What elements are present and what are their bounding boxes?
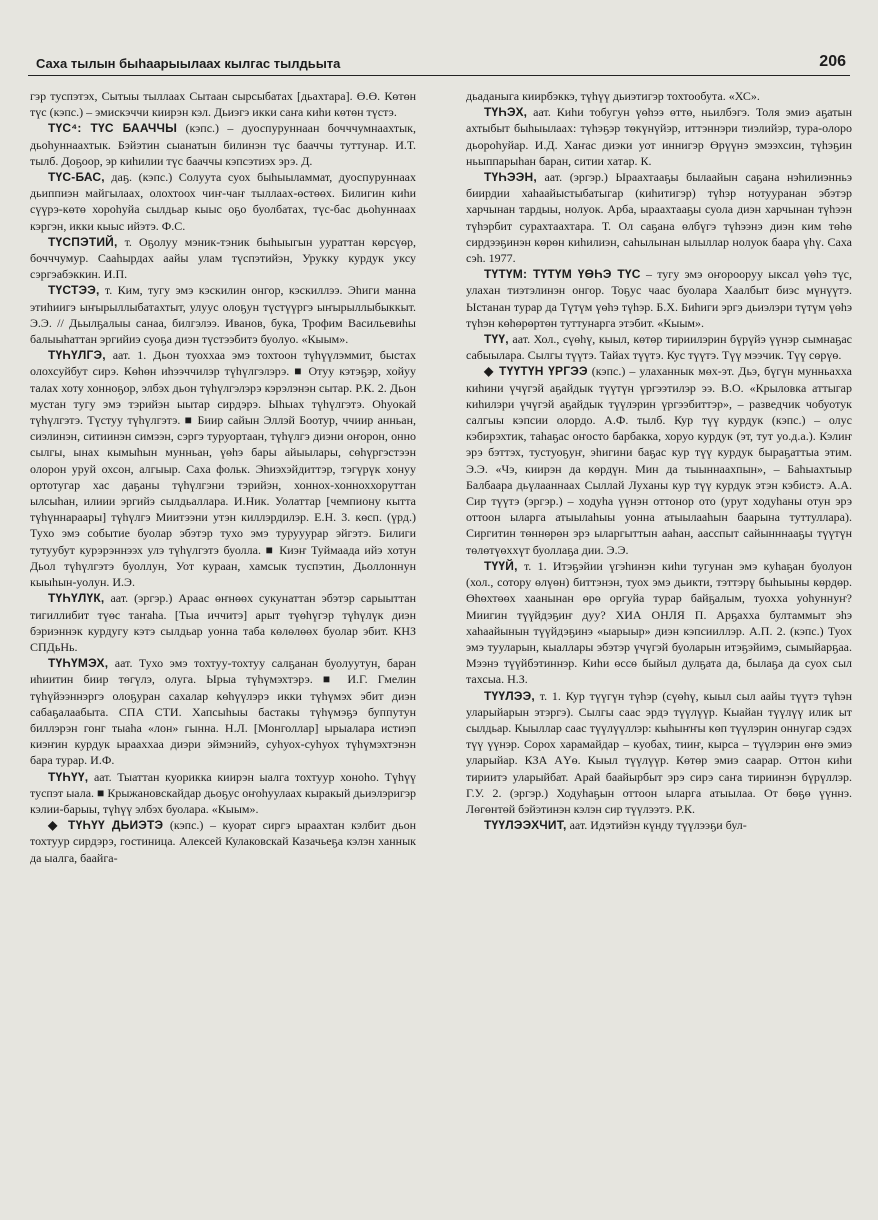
dictionary-entry bbox=[30, 769, 416, 818]
entry-headword: ◆ ТҮҺҮҮ ДЬИЭТЭ bbox=[48, 818, 164, 833]
entry-headword: ТҮҮ, bbox=[484, 332, 509, 347]
dictionary-entry bbox=[30, 817, 416, 866]
page-number: 206 bbox=[819, 53, 846, 70]
right-column bbox=[466, 88, 852, 1210]
entry-headword: ТҮСПЭТИЙ, bbox=[48, 234, 118, 249]
entry-headword: ТҮҺЭХ, bbox=[484, 105, 528, 120]
entry-headword: ТҮС-БАС, bbox=[48, 170, 105, 185]
dictionary-entry bbox=[466, 688, 852, 818]
dictionary-entry bbox=[466, 817, 852, 833]
dictionary-entry bbox=[30, 282, 416, 347]
entry-definition: аат. Хол., сүөһү, кыыл, көтөр тириилэрин бүрүйэ үүнэр сымнаҕас сабыылара. Сылгы түүтэ. Тайах түүтэ. Кус түүтэ. Түү мээчик. Түү сөрүө. bbox=[466, 332, 852, 363]
dictionary-entry bbox=[466, 104, 852, 169]
dictionary-entry bbox=[466, 266, 852, 331]
dictionary-entry bbox=[466, 558, 852, 688]
entry-definition: дьаданыга киирбэккэ, түһүү дьиэтигэр тохтообута. «ХС». bbox=[466, 89, 760, 103]
entry-headword: ТҮҺҮЛҮК, bbox=[48, 591, 105, 606]
dictionary-entry bbox=[30, 590, 416, 655]
entry-definition: – тугу эмэ оҥорооруу ыксал үөһэ түс, улахан тиэтэлинэн онгор. Тоҕус чаас буолара Хаалбыт биэс мүнүүтэ. Ыстанан турар да Түтүм үөһэ түһэр. Б.Х. Биһиги эргэ дьиэлэри түтүм үөһэ түһэн көһөрөртөн туттунарга этэбит. «Кыым». bbox=[466, 267, 852, 330]
entry-definition: аат. (эргэр.) Ыраахтааҕы былаайын саҕана нэһилиэнньэ биирдии хаһаайыстыбатыгар (киһитигэр) түһэр нотууранан эбэтэр харчынан тардыы, нолуок. Арба, ыраахтааҕы суола диэн харчынан түһээн түһэрбит сурахтаахтара. Т. Ол саҕана өлбүгэ түһээнэ диэн ким төһө сирдээҕинэн көрөн киһилиэн, саһылынан ылыллар нолуок баара үһү. Саха сэһ. 1977. bbox=[466, 170, 852, 266]
entry-headword: ТҮҺҮЛГЭ, bbox=[48, 348, 106, 363]
entry-headword: ТҮС⁴: ТҮС БААЧЧЫ bbox=[48, 121, 178, 136]
entry-definition: т. 1. Кур түүгүн түһэр (сүөһү, кыыл сыл аайы түүтэ түһэн уларыйарын этэргэ). Сылгы саас эрдэ түүлүүр. Кыайан түүлүү илик ыт сылдьар. Кыыллар саас түүлүүллэр: кыһыҥҥы көп түүлэрин оннугар сэдэх түү үүнэр. Сорох харамайдар – куобах, тииҥ, кырса – түүлэрин өҥө эмиэ уларыйар. КЗА АҮө. Кыыл түүлүүр. Көтөр эмиэ саарар. Оттон киһи тириитэ уларыйбат. Арай баайырбыт эрэ сирэ саҥа тириинэн бүрүллэр. Г.У. 2. (эргэр.) Ходуһаҕын оттоон ыларга атыылаа. От бөҕө үүннэ. Лөгөнтөй бэйэтинэн кэлэн сир түүлээтэ. Р.К. bbox=[466, 688, 852, 816]
entry-definition: аат. Киһи тобугун үөһээ өттө, ньилбэгэ. Толя эмиэ аҕатын ахтыбыт быһыылаах: түһэҕэр төкүнүйэр, иттэннэри тиэлийэр, тура-олоро дьороһуйар. И.Д. Хаҥас диэки уот иннигэр Өрүүнэ эмээхсин, түһэҕин ньыппарыһан баран, ситии хатар. К. bbox=[466, 105, 852, 168]
entry-headword: ТҮҺҮМЭХ, bbox=[48, 656, 109, 671]
left-column bbox=[30, 88, 416, 1210]
entry-headword: ТҮҮЙ, bbox=[484, 558, 518, 573]
dictionary-entry bbox=[30, 234, 416, 283]
entry-definition: аат. 1. Дьон туоххаа эмэ тохтоон түһүүлэммит, быстах олохсуйбут сирэ. Көһөн иһээччилэр түһүлгэлэрэ. ■ Отуу кэтэҕэр, хойуу талах хоту хонноҕор, элбэх дьон түһүлгэлэрэ кэрэлэнэн сытар. Р.К. 2. Дьон мустан тугу эмэ тэрийэн ыытар сирдэрэ. Ыһыах түһүлгэтэ. Оһуокай түһүлгэтэ. Түстуу түһүлгэтэ. ■ Биир сайын Эллэй Боотур, ччиир анньан, сиэлинэн, ситиинэн симээн, сэргэ туруортаан, түһүлгэ диэни оҥорон, онно сылгы, ынах кымыһын мунньан, үөһэ бары айыылары, сөһүргэстээн олорон уруй охсон, алгыыр. Саха фольк. Эһиэхэйдиттэр, тэгүрүк хонуу ортотугар хас даҕаны түһүлгэни тэрийэн, хоннох-хонноххоруттан ылсыһан, илиии эргийэ сылдьаллара. И.Ник. Уолаттар [чемпиону кытта түһүннараары] түһүлгэ Миитээни утэн киллэрдилэр. Е.Н. 3. көсп. (үрд.) Тухо эмэ событие буолар эбэтэр тухо эмэ турууурар эйгэтэ. Билиги тутуубут курэрэннээх улэ түһүлгэтэ буолла. ■ Киэҥ Туймаада ийэ хотун Дьол түһүлгэтэ буоллун, Уот кураан, хамсык туспэтин, Дьоллоннун кыыһын-уолун. И.Э. bbox=[30, 348, 416, 590]
entry-headword: ТҮҺҮҮ, bbox=[48, 769, 89, 784]
entry-definition: аат. Тыаттан куорикка киирэн ыалга тохтуур хоноһо. Түһүү туспэт ыала. ■ Крыжановскайдар дьоҕус оҥоһуулаах кыракый дьиэлэригэр кэлии-барыы, түһүү элбэх буолара. «Кыым». bbox=[30, 769, 416, 816]
dictionary-entry bbox=[30, 120, 416, 169]
dictionary-entry bbox=[30, 88, 416, 120]
entry-definition: аат. Тухо эмэ тохтуу-тохтуу салҕанан буолуутун, баран иһиитин биир төгүлэ, олуга. Ырыа түһүмэхтэрэ. ■ И.Г. Гмелин түһүйээннэргэ олоҕуран сахалар көһүүлэрэ икки түһүмэх эбит диэн сабаҕалаабыта. СПА СТИ. Хапсыһыы бастакы түһүмэҕэ буппутун биллэрэн гонг тыаһа «лон» гынна. Н.Л. [Монголлар] ырыалара истиэп киэҥин курдук ырааххаа диэри эймэнийэ, суһуох-суһуох түһүмэхтэнэн бара турар. И.Ф. bbox=[30, 656, 416, 768]
entry-headword: ◆ ТҮҮТҮН ҮРГЭЭ bbox=[484, 364, 588, 379]
dictionary-entry bbox=[466, 88, 852, 104]
entry-headword: ТҮҮЛЭЭ, bbox=[484, 688, 535, 703]
entry-definition: т. Оҕолуу мэник-тэник быһыыгын уураттан көрсүөр, бочччумур. Сааһырдах аайы улам түспэтийэн, Урукку курдук уксу сэргэабэккин. И.П. bbox=[30, 234, 416, 282]
entry-headword: ТҮТҮМ: ТҮТҮМ ҮӨҺЭ ТҮС bbox=[484, 267, 641, 282]
entry-headword: ТҮҮЛЭЭХЧИТ, bbox=[484, 818, 567, 833]
dictionary-entry bbox=[466, 331, 852, 363]
entry-headword: ТҮҺЭЭН, bbox=[484, 170, 537, 185]
running-title: Саха тылын быһаарыылаах кылгас тылдьыта bbox=[36, 56, 341, 71]
running-head bbox=[28, 55, 850, 76]
dictionary-entry bbox=[30, 169, 416, 234]
dictionary-entry bbox=[466, 169, 852, 266]
entry-definition: гэр туспэтэх, Сытыы тыллаах Сытаан сырсыбатах [дьахтара]. Ө.Ө. Көтөн түс (кэпс.) – эмискэччи киирэн кэл. Дьиэгэ икки саҥа киһи көтөн түстэ. bbox=[30, 89, 416, 120]
dictionary-entry bbox=[30, 347, 416, 590]
entry-definition: т. 1. Итэҕэйии үгэһинэн киһи тугунан эмэ куһаҕан буолуон (хол., сотору өлүөн) биттэнэн, туох эмэ дьикти, тэттэрү быһыыны көрдөр. Өһөхтөөх хаанынан өрө оргуйа турар байҕалым, туоххa уоһуннуҥ? Миигин түүйдэҕиҥ дуу? ХИА ОНЛЯ П. Арҕахха бултаммыт эһэ хаһаайынын түүйдэҕинэ «ыарыыр» диэн кэпсииллэр. А.П. 2. (кэпс.) Туох эмэ тууларын, кыаллары эбэтэр үчүгэй буоларын итэҕэйимэ, сымыйарҕаа. Мээнэ түүйбэтиннэр. Киһи өссө быйыл дулҕата да, былаҕа да суох сыл тахсыа. Н.З. bbox=[466, 558, 852, 687]
dictionary-entry bbox=[30, 655, 416, 768]
entry-definition: даҕ. (кэпс.) Солуута суох быһыыламмат, дуоспуруннаах дьиппиэн майгылаах, олохтоох чиҥ-чаҥ тыллаах-өстөөх. Билигин киһи сүүрэ-көтө хороһуйа сылдьар кыыс оҕо буолбатах, түс-бас дьоһуннаах кэргэн, икки кыыс ийэтэ. Ф.С. bbox=[30, 170, 416, 233]
entry-definition: аат. Идэтийэн күнду түүлээҕи бул- bbox=[569, 818, 747, 833]
entry-definition: аат. (эргэр.) Араас өҥнөөх сукунаттан эбэтэр сарыыттан тигиллибит түөс таҥаһа. [Тыа иччитэ] арыт түөһүгэр түһүлүк диэн бэриэннэк курдугу кэтэ сылдьар уонна таба көлөлөөх буолар эбит. КНЗ СПДьНь. bbox=[30, 591, 416, 654]
entry-definition: (кэпс.) – куорат сиргэ ыраахтан кэлбит дьон тохтуур сирдэрэ, гостиница. Алексей Кулаковскай Казачьеҕа кэлэн ханнык да ыалга, баайга- bbox=[30, 818, 416, 865]
entry-definition: т. Ким, тугу эмэ кэскилин онгор, кэскиллээ. Эһиги манна этиһиигэ ыҥырыллыбатахтыт, улуус олоҕун түстүүргэ ыҥырыллыбыккыт. Э.Э. // Дьылҕалыы санаа, билгэлээ. Иванов, бука, Трофим Васильевиһы балыыһаттан эргийиэ суоҕа диэн түстээбитэ буолуо. «Кыым». bbox=[30, 283, 416, 347]
entry-definition: (кэпс.) – дуоспуруннаан бочччумнаахтык, дьоһуннаахтык. Бэйэтин сыанатын билинэн түс бааччы туттунар. И.Т. тылб. Доҕоор, эр киһилии түс бааччы кэпсэтиэх эрэ. Д. bbox=[30, 121, 416, 168]
dictionary-entry bbox=[466, 363, 852, 557]
entry-headword: ТҮСТЭЭ, bbox=[48, 283, 100, 298]
entry-definition: (кэпс.) – улаханнык мөх-эт. Дьэ, бүгүн мунньахха киһини үчүгэй аҕайдык түүтүн үргээтилэр ээ. В.О. «Крыловка аттыгар киһилэри үчүгэй аҕайдык түүлэрин үргээбиттэр», – разведчик чобуотук салгыы кэпсии олордо. А.Ф. тылб. Кур түү курдук (кэпс.) – олус кэбирэхтик, таһаҕас оҥосто барбакка, хоруо курдук (эт, тут уо.д.а.). Кэлиҥ эрэ бэттэх, тустуоҕуҥ, эһигини баҕас кур түү курдук быраҕаттыа этим. Э.Э. «Чэ, киирэн да көрдүн. Мин да тыыннаахпын», – Баһыахтыыр Балбаара дьүлааннаах Сыллай Луханы кур түү курдук этэн кэбистэ. А.А. Сир түүтэ (эргэр.) – ходуһа үүнэн оттонор ото (урут ходуһаны отун эрэ оттоон ыларга атыылаһыы уонна атыылааһын баарына туттуллара). Сиргитин төннөрөн эрэ ыларгыттын ааһан, аасспыт сайынннааҕы түүтүн төлөтүөххүт буоллаҕа дии. Э.Э. bbox=[466, 364, 852, 557]
